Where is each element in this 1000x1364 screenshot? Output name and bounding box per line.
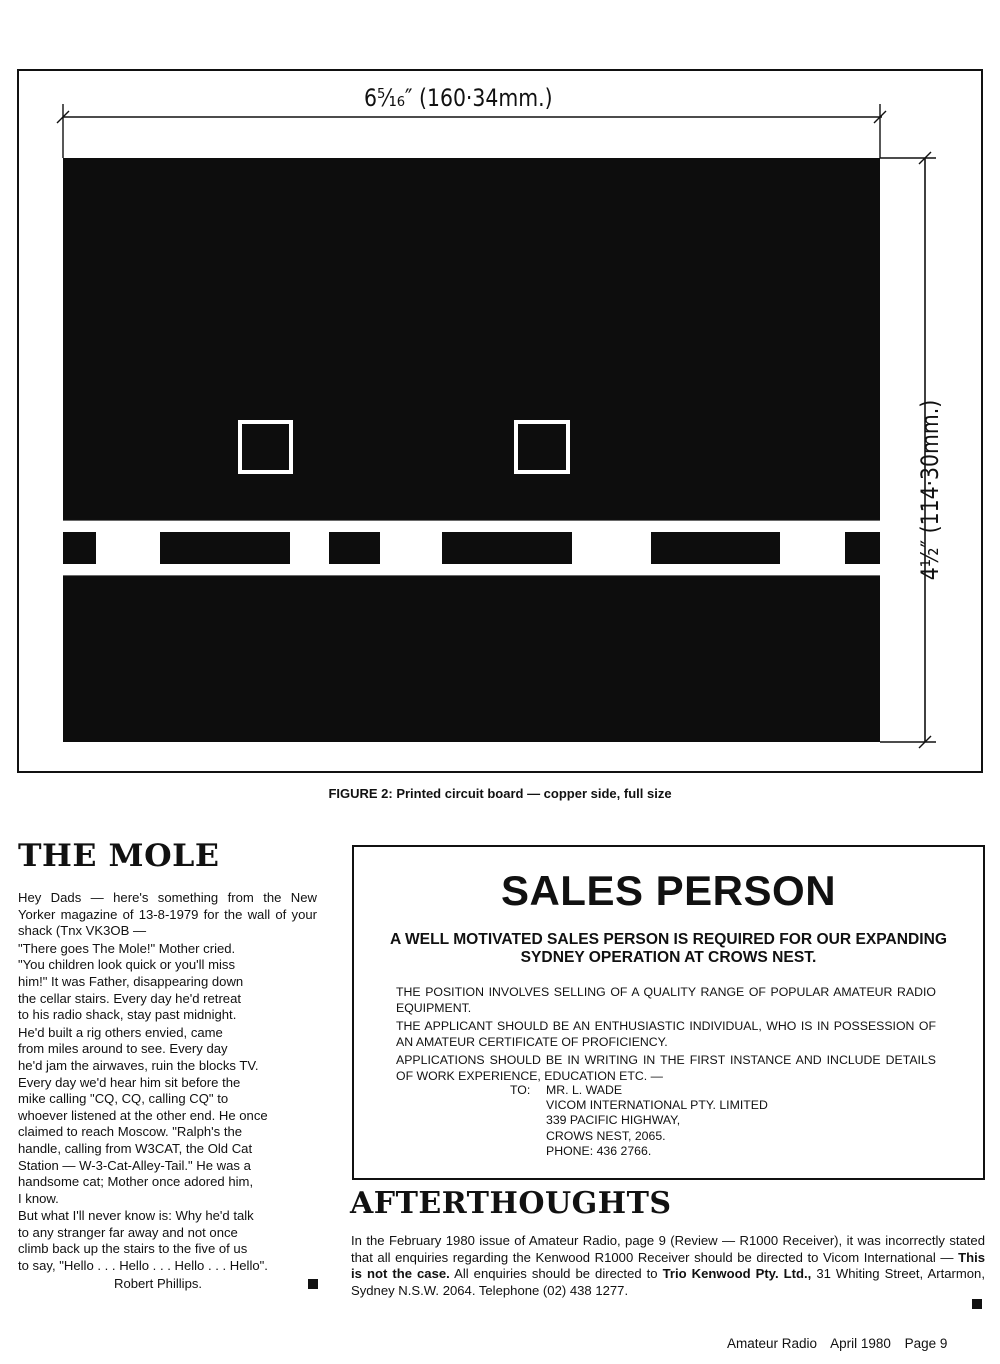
ad-to-label: TO:: [510, 1083, 531, 1097]
ad-address: MR. L. WADE VICOM INTERNATIONAL PTY. LIMITED 339 PACIFIC HIGHWAY, CROWS NEST, 2065. PHONE: 436 2766.: [546, 1083, 768, 1158]
mole-title: THE MOLE: [18, 838, 220, 874]
ad-title: SALES PERSON: [500, 867, 837, 914]
footer-page: Page 9: [904, 1336, 948, 1351]
ad-paragraph: THE APPLICANT SHOULD BE AN ENTHUSIASTIC INDIVIDUAL, WHO IS IN POSSESSION OF AN AMATEUR CERTIFICATE OF PROFICIENCY.: [396, 1019, 936, 1049]
mole-paragraph-3: But what I'll never know is: Why he'd talk to any stranger far away and not once climb back up the stairs to the five of us to say, "Hello . . . Hello . . . Hello . . . Hello".: [18, 1208, 268, 1274]
bar-pad: [329, 532, 380, 564]
bar-pad: [63, 532, 96, 564]
end-mark-icon: [308, 1279, 318, 1289]
figure-caption: FIGURE 2: Printed circuit board — copper side, full size: [328, 786, 672, 801]
pcb-board: [63, 158, 880, 742]
ad-paragraph: THE POSITION INVOLVES SELLING OF A QUALITY RANGE OF POPULAR AMATEUR RADIO EQUIPMENT.: [396, 985, 936, 1015]
afterthoughts-body: In the February 1980 issue of Amateur Radio, page 9 (Review — R1000 Receiver), it was incorrectly stated that all enquiries regarding the Kenwood R1000 Receiver should be directed to Vicom International — This is not the case. All enquiries should be directed to Trio Kenwood Pty. Ltd., 31 Whiting Street, Artarmon, Sydney N.S.W. 2064. Telephone (02) 438 1277.: [351, 1233, 985, 1298]
ad-paragraph: APPLICATIONS SHOULD BE IN WRITING IN THE FIRST INSTANCE AND INCLUDE DETAILS OF WORK EXPERIENCE, EDUCATION ETC. —: [396, 1053, 936, 1083]
page-footer: [727, 1336, 957, 1351]
bar-pad: [442, 532, 572, 564]
mole-intro: Hey Dads — here's something from the New Yorker magazine of 13-8-1979 for the wall of your shack (Tnx VK3OB —: [18, 890, 317, 939]
mole-author: Robert Phillips.: [114, 1275, 203, 1291]
bar-pad: [651, 532, 780, 564]
footer-publication: Amateur Radio: [727, 1336, 818, 1351]
mole-signature: [18, 1276, 317, 1294]
afterthoughts-title: AFTERTHOUGHTS: [350, 1186, 672, 1221]
ad-body: [396, 985, 936, 1088]
mole-article: [18, 890, 317, 1294]
width-dimension-label: 6⁵⁄₁₆″ (160·34mm.): [364, 84, 553, 112]
footer-issue: April 1980: [830, 1336, 891, 1351]
ad-subtitle: A WELL MOTIVATED SALES PERSON IS REQUIRED FOR OUR EXPANDING SYDNEY OPERATION AT CROWS NEST.: [389, 931, 948, 966]
bar-pad: [845, 532, 880, 564]
mole-paragraph-2: He'd built a rig others envied, came from miles around to see. Every day he'd jam the airwaves, ruin the blocks TV. Every day we'd hear him sit before the mike calling "CQ, CQ, calling CQ" to whoever listened at the other end. He once claimed to reach Moscow. "Ralph's the handle, calling from W3CAT, the Old Cat Station — W-3-Cat-Alley-Tail." He was a handsome cat; Mother once adored him, I know.: [18, 1024, 268, 1206]
height-dimension-label: 4½″ (114·30mm.): [916, 399, 944, 581]
mole-paragraph-1: "There goes The Mole!" Mother cried. "You children look quick or you'll miss him!" It was Father, disappearing down the cellar stairs. Every day he'd retreat to his radio shack, stay past midnight.: [18, 940, 244, 1023]
end-mark-icon: [972, 1299, 982, 1309]
sales-ad-box: [352, 845, 985, 1180]
bar-pad: [160, 532, 290, 564]
